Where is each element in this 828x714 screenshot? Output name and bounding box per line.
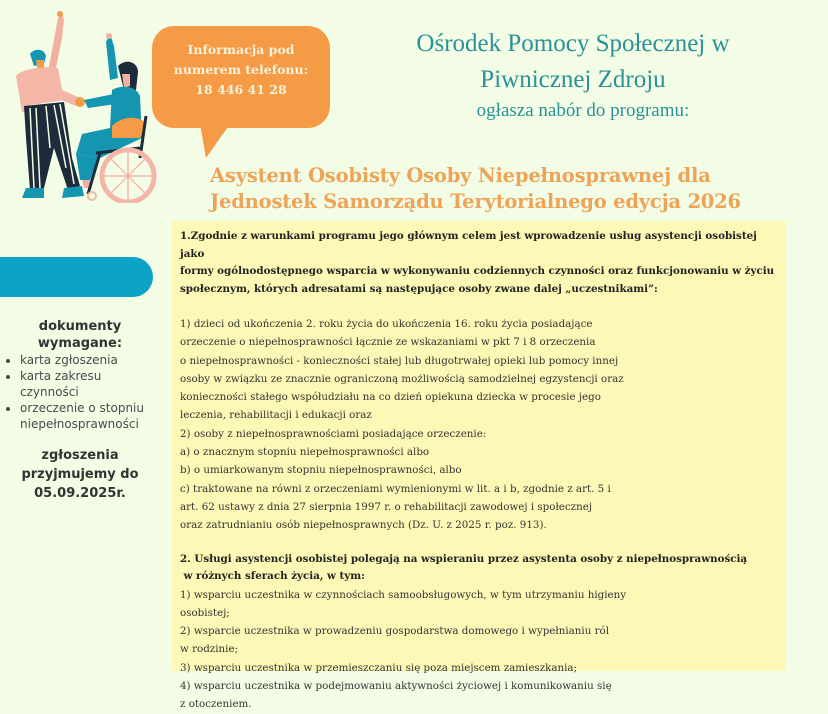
body-line: 1) wsparciu uczestnika w czynnościach samoobsługowych, w tym utrzymaniu higieny bbox=[180, 588, 627, 601]
wheelchair bbox=[88, 116, 154, 202]
body-line: z otoczeniem. bbox=[180, 698, 252, 711]
documents-heading-line-2: wymagane: bbox=[37, 336, 123, 351]
program-title bbox=[210, 163, 810, 215]
section-1-heading-line: formy ogólnodostępnego wsparcia w wykonywaniu codziennych czynności oraz funkcjonowaniu w życiu bbox=[180, 265, 775, 277]
accent-bar bbox=[0, 257, 153, 297]
section-1-body bbox=[180, 315, 778, 535]
body-line: o niepełnosprawności - konieczności stałej lub długotrwałej opieki lub pomocy innej bbox=[180, 354, 619, 367]
body-line: b) o umiarkowanym stopniu niepełnosprawności, albo bbox=[180, 464, 462, 477]
body-line: 4) wsparciu uczestnika w podejmowaniu aktywności życiowej i komunikowaniu się bbox=[180, 680, 612, 693]
document-item: • orzeczenie o stopniu niepełnosprawności bbox=[20, 400, 160, 432]
org-name-line-1: Ośrodek Pomocy Społecznej w bbox=[416, 30, 730, 57]
documents-heading-line-1: dokumenty bbox=[38, 319, 122, 334]
section-1-heading-line: społecznym, których adresatami są następujące osoby zwane dalej „uczestnikami”: bbox=[180, 282, 658, 295]
bubble-line-1: Informacja pod bbox=[187, 42, 295, 57]
section-1-heading bbox=[180, 228, 778, 298]
organization-name bbox=[378, 26, 768, 98]
announcement-subtitle: ogłasza nabór do programu: bbox=[476, 100, 690, 121]
man-figure bbox=[16, 11, 85, 198]
body-line: leczenia, rehabilitacji i edukacji oraz bbox=[180, 409, 372, 422]
section-2-heading bbox=[180, 551, 778, 586]
body-line: 2) osoby z niepełnosprawnościami posiadające orzeczenie: bbox=[180, 427, 487, 440]
body-line: orzeczenie o niepełnosprawności łącznie ze wskazaniami w pkt 7 i 8 orzeczenia bbox=[180, 336, 596, 349]
section-2-heading-line: w różnych sferach życia, w tym: bbox=[180, 570, 365, 583]
deadline-date: 05.09.2025r. bbox=[34, 486, 126, 501]
section-2-heading-line: 2. Usługi asystencji osobistej polegają na wspieraniu przez asystenta osoby z niepełnosprawnością bbox=[180, 552, 748, 565]
deadline-line-2: przyjmujemy do bbox=[21, 467, 139, 482]
section-1-heading-line: 1.Zgodnie z warunkami programu jego głównym celem jest wprowadzenie usług asystencji osobistej jako bbox=[180, 230, 757, 260]
section-2-body bbox=[180, 586, 778, 714]
sidebar-requirements bbox=[0, 318, 160, 503]
body-line: art. 62 ustawy z dnia 27 sierpnia 1997 r. o rehabilitacji zawodowej i społecznej bbox=[180, 500, 593, 513]
bubble-line-2: numerem telefonu: bbox=[173, 62, 309, 77]
bubble-tail bbox=[200, 124, 230, 158]
program-title-line-1: Asystent Osobisty Osoby Niepełnosprawnej dla bbox=[210, 164, 711, 187]
documents-list bbox=[0, 352, 160, 432]
body-line: 2) wsparcie uczestnika w prowadzeniu gospodarstwa domowego i wypełnianiu ról bbox=[180, 625, 610, 638]
document-item: • karta zakresu czynności bbox=[20, 368, 160, 400]
illustration-dancing-wheelchair-user bbox=[0, 8, 170, 203]
content-panel bbox=[172, 221, 786, 711]
body-line: osoby w związku ze znacznie ograniczoną możliwością samodzielnej egzystencji oraz bbox=[180, 372, 624, 385]
spacer bbox=[180, 535, 778, 551]
deadline-line-1: zgłoszenia bbox=[41, 448, 119, 463]
documents-heading bbox=[0, 318, 160, 352]
program-title-line-2: Jednostek Samorządu Terytorialnego edycja 2026 bbox=[210, 190, 741, 213]
body-line: c) traktowane na równi z orzeczeniami wymienionymi w lit. a i b, zgodnie z art. 5 i bbox=[180, 482, 611, 495]
woman-figure bbox=[76, 33, 142, 188]
phone-number: 18 446 41 28 bbox=[195, 82, 287, 97]
body-line: konieczności stałego współudziału na co dzień opiekuna dziecka w procesie jego bbox=[180, 391, 601, 404]
spacer bbox=[180, 298, 778, 315]
document-item: • karta zgłoszenia bbox=[20, 352, 160, 368]
phone-info-bubble bbox=[152, 26, 330, 128]
body-line: w rodzinie; bbox=[180, 643, 239, 656]
deadline-notice bbox=[0, 446, 160, 503]
body-line: oraz zatrudnianiu osób niepełnosprawnych (Dz. U. z 2025 r. poz. 913). bbox=[180, 519, 547, 532]
org-name-line-2: Piwnicznej Zdroju bbox=[480, 66, 666, 93]
body-line: a) o znacznym stopniu niepełnosprawności albo bbox=[180, 446, 430, 459]
body-line: osobistej; bbox=[180, 606, 230, 619]
body-line: 1) dzieci od ukończenia 2. roku życia do ukończenia 16. roku życia posiadające bbox=[180, 318, 593, 330]
body-line: 3) wsparciu uczestnika w przemieszczaniu się poza miejscem zamieszkania; bbox=[180, 661, 578, 674]
